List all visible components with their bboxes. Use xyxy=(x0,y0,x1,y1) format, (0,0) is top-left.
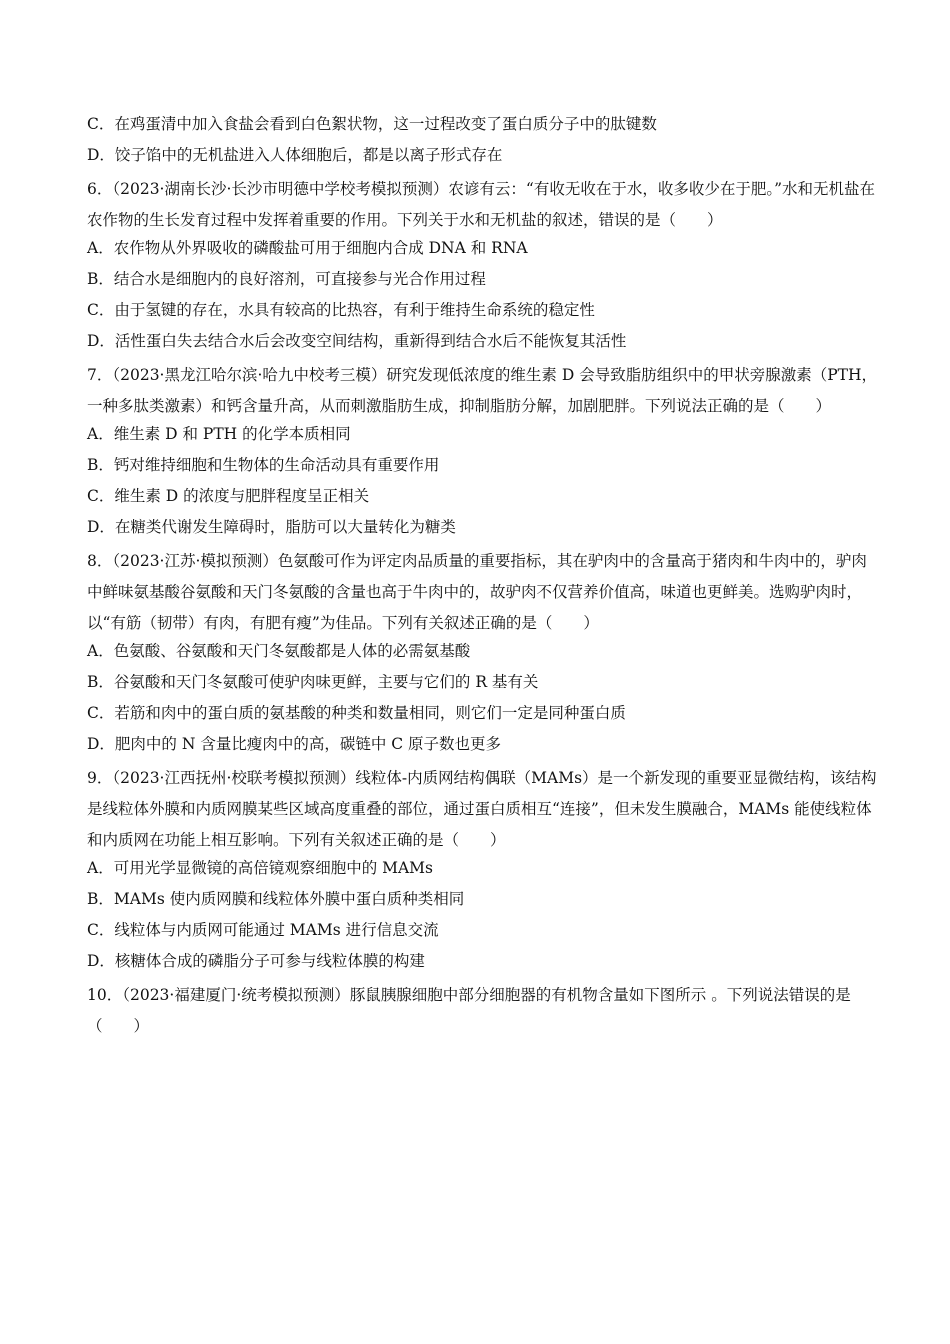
option-q8-c: C．若筋和肉中的蛋白质的氨基酸的种类和数量相同，则它们一定是同种蛋白质 xyxy=(87,704,626,722)
question-6 xyxy=(87,174,877,360)
option-q9-c: C．线粒体与内质网可能通过 MAMs 进行信息交流 xyxy=(87,921,439,939)
question-7 xyxy=(87,360,877,546)
question-8 xyxy=(87,546,877,763)
option-q6-b: B．结合水是细胞内的良好溶剂，可直接参与光合作用过程 xyxy=(87,270,486,288)
question-7-stem: 7．（2023·黑龙江哈尔滨·哈九中校考三模）研究发现低浓度的维生素 D 会导致脂肪组织中的甲状旁腺激素（PTH，一种多肽类激素）和钙含量升高，从而刺激脂肪生成，抑制脂肪分解，加剧肥胖。下列说法正确的是（ ） xyxy=(87,366,877,415)
question-9-stem: 9．（2023·江西抚州·校联考模拟预测）线粒体-内质网结构偶联（MAMs）是一个新发现的重要亚显微结构，该结构是线粒体外膜和内质网膜某些区域高度重叠的部位，通过蛋白质相互“连接”，但未发生膜融合，MAMs 能使线粒体和内质网在功能上相互影响。下列有关叙述正确的是（ ） xyxy=(87,769,877,849)
question-10-stem: 10．（2023·福建厦门·统考模拟预测）豚鼠胰腺细胞中部分细胞器的有机物含量如下图所示 。下列说法错误的是（ ） xyxy=(87,986,851,1035)
question-9 xyxy=(87,763,877,980)
option-q6-d: D．活性蛋白失去结合水后会改变空间结构，重新得到结合水后不能恢复其活性 xyxy=(87,332,627,350)
option-q5-c: C．在鸡蛋清中加入食盐会看到白色絮状物，这一过程改变了蛋白质分子中的肽键数 xyxy=(87,115,657,133)
document-content xyxy=(87,112,877,1042)
option-q7-a: A．维生素 D 和 PTH 的化学本质相同 xyxy=(87,425,351,443)
option-q9-b: B．MAMs 使内质网膜和线粒体外膜中蛋白质种类相同 xyxy=(87,890,465,908)
option-q6-a: A．农作物从外界吸收的磷酸盐可用于细胞内合成 DNA 和 RNA xyxy=(87,239,528,257)
option-q6-c: C．由于氢键的存在，水具有较高的比热容，有利于维持生命系统的稳定性 xyxy=(87,301,595,319)
option-q9-a: A．可用光学显微镜的高倍镜观察细胞中的 MAMs xyxy=(87,859,434,877)
option-q8-a: A．色氨酸、谷氨酸和天门冬氨酸都是人体的必需氨基酸 xyxy=(87,642,471,660)
question-8-stem: 8．（2023·江苏·模拟预测）色氨酸可作为评定肉品质量的重要指标，其在驴肉中的含量高于猪肉和牛肉中的，驴肉中鲜味氨基酸谷氨酸和天门冬氨酸的含量也高于牛肉中的，故驴肉不仅营养价值高，味道也更鲜美。选购驴肉时，以“有筋（韧带）有肉，有肥有瘦”为佳品。下列有关叙述正确的是（ ） xyxy=(87,552,867,632)
option-q7-b: B．钙对维持细胞和生物体的生命活动具有重要作用 xyxy=(87,456,440,474)
option-q8-d: D．肥肉中的 N 含量比瘦肉中的高，碳链中 C 原子数也更多 xyxy=(87,735,502,753)
question-5-tail xyxy=(87,112,877,174)
option-q9-d: D．核糖体合成的磷脂分子可参与线粒体膜的构建 xyxy=(87,952,425,970)
option-q8-b: B．谷氨酸和天门冬氨酸可使驴肉味更鲜，主要与它们的 R 基有关 xyxy=(87,673,539,691)
question-6-stem: 6．（2023·湖南长沙·长沙市明德中学校考模拟预测）农谚有云：“有收无收在于水，收多收少在于肥。”水和无机盐在农作物的生长发育过程中发挥着重要的作用。下列关于水和无机盐的叙述，错误的是（ ） xyxy=(87,180,876,229)
question-10 xyxy=(87,980,877,1042)
option-q5-d: D．饺子馅中的无机盐进入人体细胞后，都是以离子形式存在 xyxy=(87,146,503,164)
option-q7-d: D．在糖类代谢发生障碍时，脂肪可以大量转化为糖类 xyxy=(87,518,456,536)
option-q7-c: C．维生素 D 的浓度与肥胖程度呈正相关 xyxy=(87,487,370,505)
